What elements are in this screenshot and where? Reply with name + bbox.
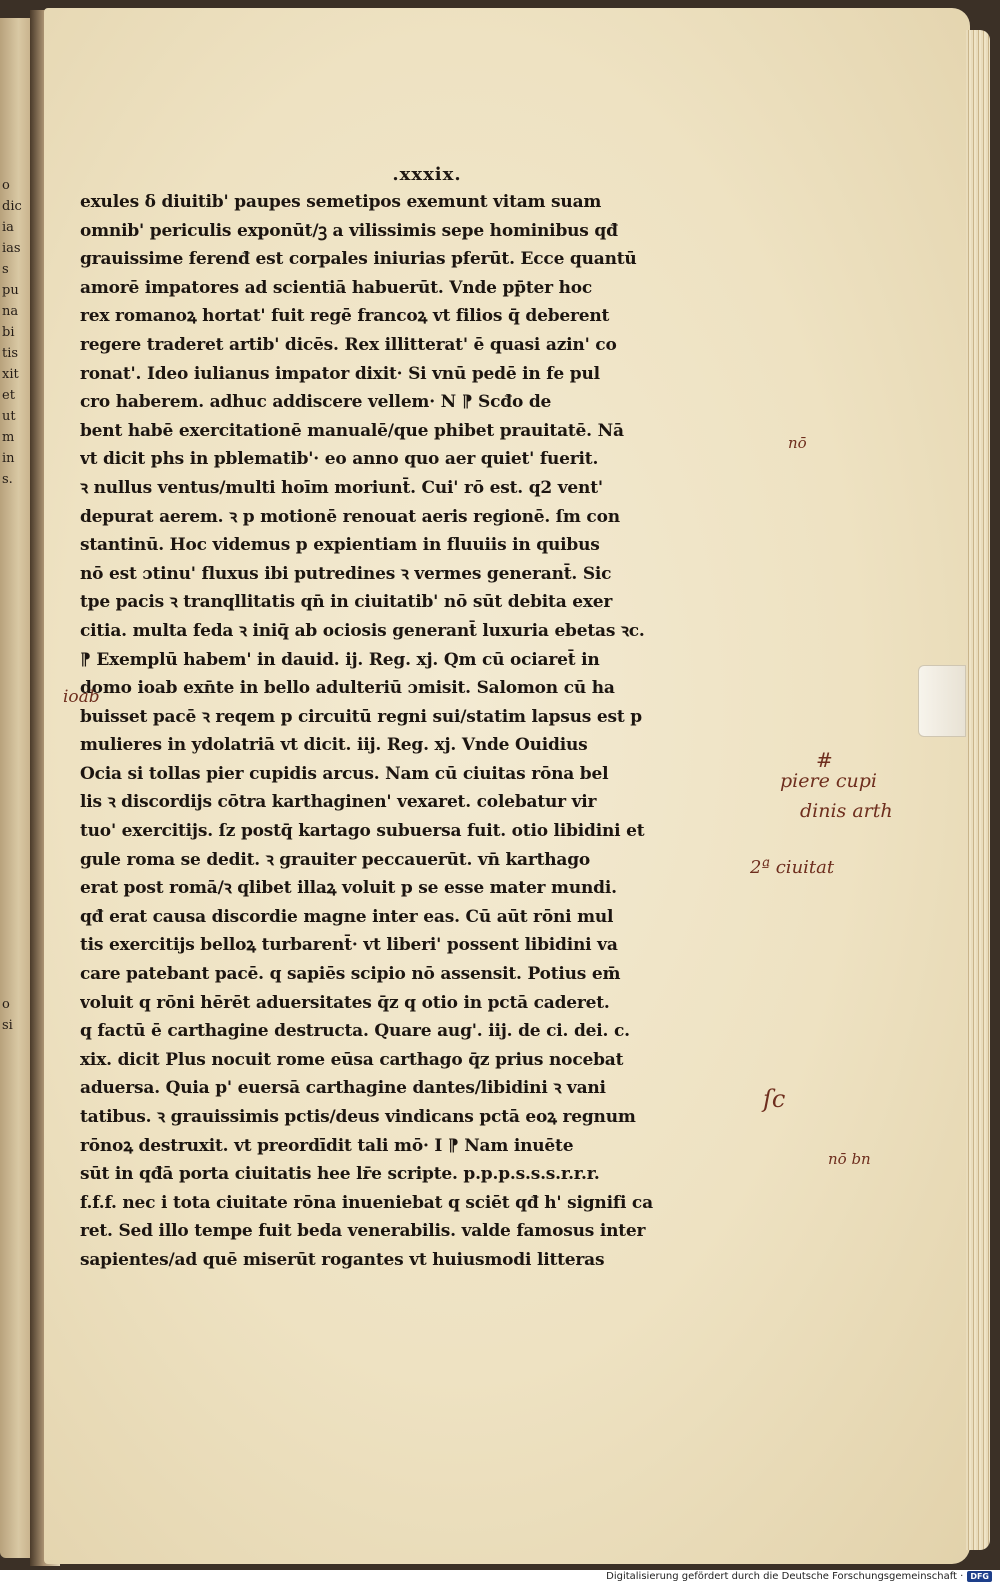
left-page-fragment: s.: [2, 472, 13, 487]
left-page-fragment: [2, 784, 32, 805]
text-line: lis ꝛ discordijs cōtra karthaginen' vexaret. colebatur vir: [80, 792, 597, 813]
text-line: xix. dicit Plus nocuit rome eūsa carthago q̄z prius nocebat: [80, 1049, 624, 1070]
left-page-fragment: pu: [2, 283, 19, 298]
marginal-hash-mark: #: [816, 748, 833, 772]
left-page-fragment: m: [2, 430, 15, 445]
left-page-fragment: [2, 910, 32, 931]
left-page-fragment: [2, 532, 32, 553]
marginal-correction-line-1: piere cupi: [780, 770, 877, 792]
text-line: voluit q rōni hērēt aduersitates q̄z q otio in pctā caderet.: [80, 992, 610, 1013]
text-line: amorē impatores ad scientiā habuerūt. Vnde pp̄ter hoc: [80, 277, 593, 298]
left-page-fragment: [2, 721, 32, 742]
text-line: citia. multa feda ꝛ iniq̄ ab ociosis generant̄ luxuria ebetas ꝛc.: [80, 620, 645, 641]
text-line: grauissime ferenđ est corpales iniurias pferūt. Ecce quantū: [80, 249, 637, 270]
text-line: depurat aerem. ꝛ p motionē renouat aeris regionē. ſm con: [80, 506, 620, 527]
left-page-fragment: [2, 1036, 32, 1057]
left-page-fragment: si: [2, 1018, 13, 1033]
text-line: sapientes/ad quē miserūt rogantes vt huiusmodi litteras: [80, 1249, 605, 1270]
marginal-correction-line-2: dinis arth: [800, 800, 893, 822]
left-page-fragment: [2, 1057, 32, 1078]
text-line: care patebant pacē. q sapiēs scipio nō assensit. Potius em̄: [80, 964, 621, 985]
text-line: ⁋ Exemplū habem' in dauid. ij. Reg. xj. Qm cū ociaret̄ in: [80, 649, 600, 670]
marginal-note-ioab: ioab: [63, 687, 100, 707]
left-page-fragment: [2, 889, 32, 910]
text-line: q factū ē carthagine destructa. Quare aug'. iij. de ci. dei. c.: [80, 1021, 630, 1042]
left-page-fragment: xit: [2, 367, 19, 382]
text-line: rex romanoꝝ hortat' fuit regē francoꝝ vt filios q̄ deberent: [80, 306, 610, 327]
text-line: regere traderet artib' dicēs. Rex illitterat' ē quasi azin' co: [80, 334, 617, 355]
text-line: nō est ɔtinu' fluxus ibi putredines ꝛ vermes generant̄. Sic: [80, 563, 612, 584]
left-page-fragment: [2, 595, 32, 616]
left-page-fragment: in: [2, 451, 15, 466]
text-line: qđ erat causa discordie magne inter eas. Cū aūt rōni mul: [80, 906, 614, 927]
text-line: gule roma se dedit. ꝛ grauiter peccauerūt. vn̄ karthago: [80, 849, 591, 870]
text-line: bent habē exercitationē manualē/que phibet prauitatē. Nā: [80, 420, 624, 441]
left-page-fragment: dic: [2, 199, 22, 214]
text-line: stantinū. Hoc videmus p expientiam in fluuiis in quibus: [80, 535, 600, 556]
left-page-text-fragments: [2, 175, 32, 1120]
text-line: omnib' periculis exponūt/ꝫ a vilissimis sepe hominibus qđ: [80, 220, 618, 241]
left-page-fragment: ias: [2, 241, 21, 256]
dfg-logo-icon: DFG: [967, 1571, 992, 1582]
text-line: mulieres in ydolatriā vt dicit. iij. Reg. xj. Vnde Ouidius: [80, 735, 588, 756]
left-page-fragment: [2, 637, 32, 658]
text-line: erat post romā/ꝛ qlibet illaꝝ voluit p se esse mater mundi.: [80, 878, 617, 899]
text-line: Ocia si tollas pier cupidis arcus. Nam cū ciuitas rōna bel: [80, 763, 609, 784]
left-page-fragment: [2, 574, 32, 595]
folio-number: .xxxix.: [392, 164, 462, 185]
text-line: ronat'. Ideo iulianus impator dixit· Si vnū pedē in fe pul: [80, 363, 600, 384]
main-text-block: [80, 188, 746, 1275]
left-page-fragment: [2, 658, 32, 679]
page-block-edges: [966, 30, 990, 1550]
text-line: exules δ diuitib' paupes semetipos exemunt vitam suam: [80, 192, 602, 212]
paper-bookmark-tab: [918, 665, 966, 737]
left-page-fragment: o: [2, 997, 10, 1012]
left-page-fragment: [2, 490, 32, 511]
left-page-fragment: [2, 742, 32, 763]
left-page-fragment: ia: [2, 220, 14, 235]
left-page-fragment: [2, 511, 32, 532]
left-page-fragment: [2, 826, 32, 847]
left-page-fragment: o: [2, 178, 10, 193]
footer-credit-text: Digitalisierung gefördert durch die Deutsche Forschungsgemeinschaft ·: [606, 1571, 964, 1582]
left-page-fragment: [2, 868, 32, 889]
marginal-correction-line-3: 2ª ciuitat: [750, 857, 835, 878]
left-page-fragment: [2, 847, 32, 868]
left-page-fragment: [2, 952, 32, 973]
text-line: sūt in qđā porta ciuitatis hee lr̄e scripte. p.p.p.s.s.s.r.r.r.: [80, 1164, 600, 1185]
text-line: tpe pacis ꝛ tranqllitatis qn̄ in ciuitatib' nō sūt debita exer: [80, 592, 613, 613]
text-line: cro haberem. adhuc addiscere vellem· N ⁋ Scđo de: [80, 392, 552, 413]
text-line: buisset pacē ꝛ reqem p circuitū regni sui/statim lapsus est p: [80, 706, 642, 727]
left-page-fragment: [2, 679, 32, 700]
text-line: f.f.f. nec i tota ciuitate rōna inueniebat q sciēt qđ h' signifi ca: [80, 1192, 653, 1213]
left-page-fragment: tis: [2, 346, 19, 361]
text-line: rōnoꝝ destruxit. vt preordīdit tali mō· I ⁋ Nam inuēte: [80, 1135, 574, 1156]
footer-credit: [606, 1571, 992, 1582]
text-line: aduersa. Quia p' euersā carthagine dantes/libidini ꝛ vani: [80, 1078, 606, 1099]
left-page-fragment: [2, 616, 32, 637]
text-line: tis exercitijs belloꝝ turbarent̄· vt liberi' possent libidini va: [80, 935, 618, 956]
text-line: domo ioab exn̄te in bello adulteriū ɔmisit. Salomon cū ha: [80, 678, 615, 699]
text-line: ꝛ nullus ventus/multi hoīm moriunt̄. Cui' rō est. q2 vent': [80, 477, 603, 498]
left-page-fragment: [2, 1078, 32, 1099]
text-line: tuo' exercitijs. ſz postq̄ kartago subuersa fuit. otio libidini et: [80, 821, 645, 842]
left-page-fragment: et: [2, 388, 15, 403]
left-page-fragment: na: [2, 304, 19, 319]
left-page-fragment: [2, 1099, 32, 1120]
marginal-note-nota-1: nō: [788, 434, 807, 452]
left-page-fragment: [2, 931, 32, 952]
left-page-fragment: [2, 700, 32, 721]
marginal-note-nota-3: nō bn: [828, 1150, 871, 1168]
left-page-fragment: [2, 973, 32, 994]
left-page-fragment: s: [2, 262, 9, 277]
text-line: ret. Sed illo tempe fuit beda venerabilis. valde famosus inter: [80, 1221, 646, 1242]
text-line: tatibus. ꝛ grauissimis pctis/deus vindicans pctā eoꝝ regnum: [80, 1107, 636, 1127]
left-page-fragment: bi: [2, 325, 15, 340]
left-page-fragment: [2, 763, 32, 784]
left-page-fragment: ut: [2, 409, 16, 424]
marginal-note-nota-2: ſc: [763, 1085, 786, 1113]
left-page-fragment: [2, 805, 32, 826]
text-line: vt dicit phs in pblematib'· eo anno quo aer quiet' fuerit.: [80, 449, 599, 470]
left-page-fragment: [2, 553, 32, 574]
